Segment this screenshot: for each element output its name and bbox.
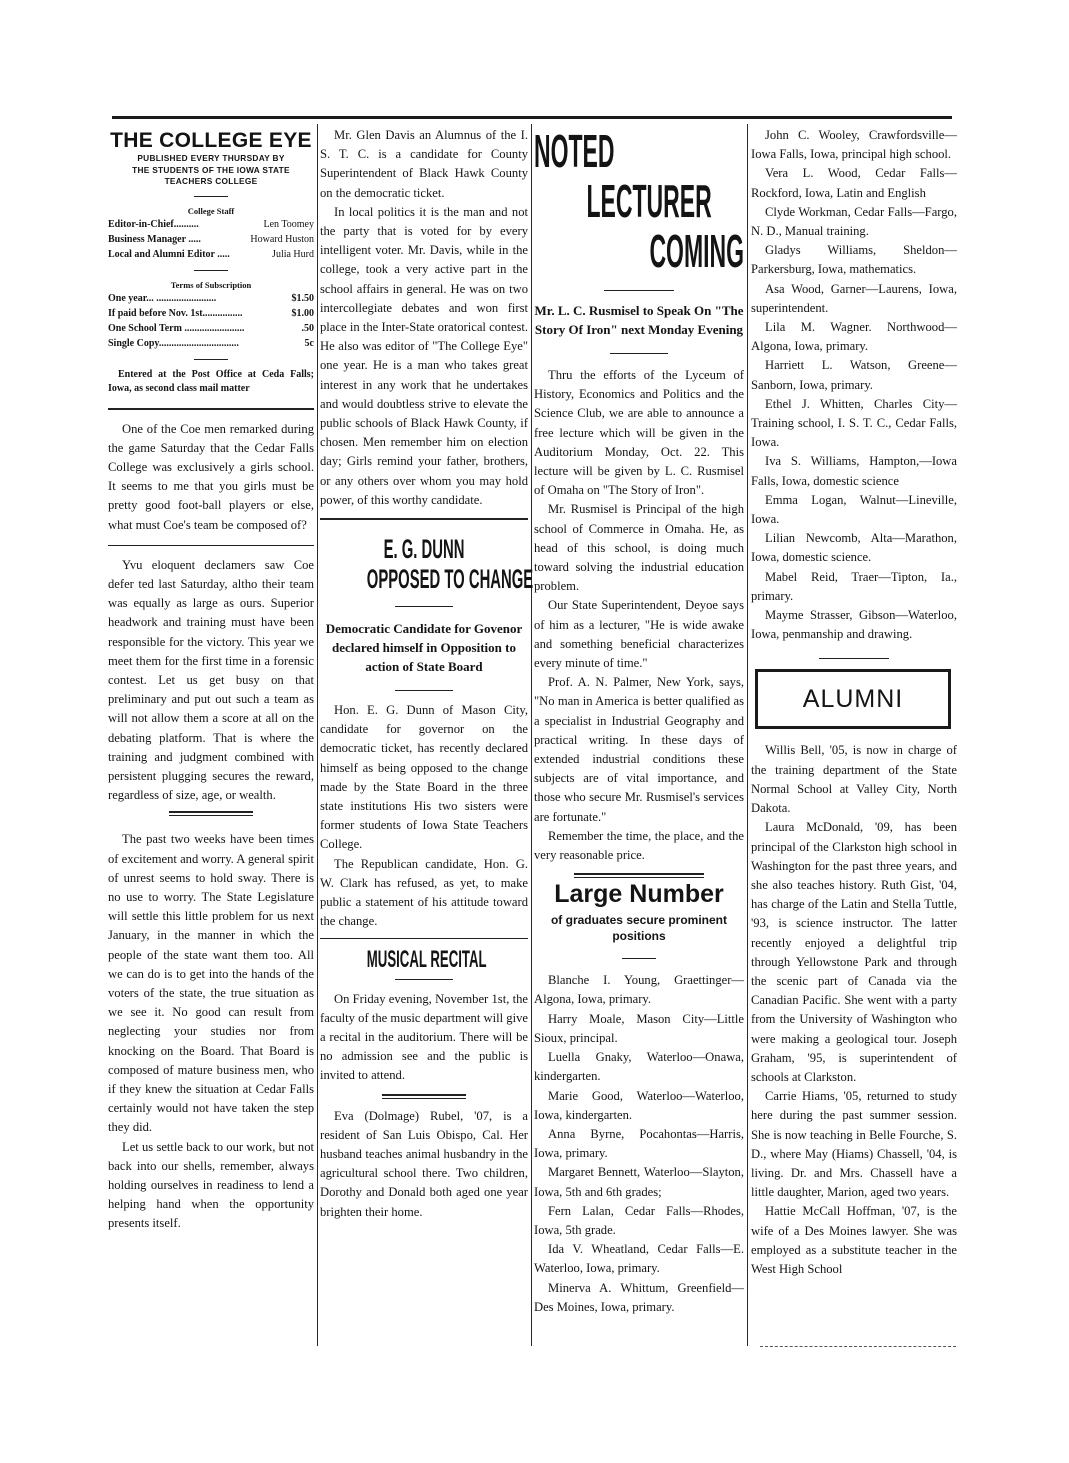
divider <box>622 958 656 959</box>
graduate-entry: Clyde Workman, Cedar Falls—Fargo, N. D., Manual training. <box>751 204 957 239</box>
terms-heading: Terms of Subscription <box>170 279 252 290</box>
editorial-paragraph: The past two weeks have been times of excitement and worry. A general spirit of unrest seems to hold sway. There is no use to worry. The State Legislature will settle this little problem for us next January, in the manner in which the people of the state want them too. All we can do is to get into the hands of the voters of the state, the true situation as we see it. No good can result from neglecting your studies nor from knocking on the Board. That Board is composed of mature business men, who if they knew the situation at Cedar Falls certainly would not have taken the step they did. <box>108 832 314 1135</box>
headline-recital: MUSICAL RECITAL <box>366 945 487 973</box>
entered-notice: Entered at the Post Office at Ceda Falls; Iowa, as second class mail matter <box>108 368 314 394</box>
headline-dunn-2: OPPOSED TO CHANGE <box>366 564 534 595</box>
masthead-title: THE COLLEGE EYE <box>110 129 312 152</box>
article-paragraph: Mr. Glen Davis an Alumnus of the I. S. T. C. is a candidate for County Superintendent of Black Hawk County on the democratic ticket. <box>320 128 528 200</box>
divider <box>320 938 528 939</box>
graduate-entry: Margaret Bennett, Waterloo—Slayton, Iowa, 5th and 6th grades; <box>534 1165 744 1199</box>
article-paragraph: Hon. E. G. Dunn of Mason City, candidate for governor on the democratic ticket, has recently declared himself as being opposed to the change made by the State Board in the three state institutions His two sisters were former students of Iowa State Teachers College. <box>320 703 528 852</box>
divider <box>194 196 228 197</box>
article-paragraph: Mr. Rusmisel is Principal of the high school of Commerce in Omaha. He, as head of this school, is doing much toward solving the industrial education problem. <box>534 502 744 594</box>
top-rule <box>112 116 952 119</box>
divider <box>108 545 314 546</box>
graduate-entry: Blanche I. Young, Graettinger—Algona, Iowa, primary. <box>534 973 744 1007</box>
article-paragraph: Thru the efforts of the Lyceum of History, Economics and Politics and the Science Club, we are able to announce a free lecture which will be given in the Auditorium Monday, Oct. 22. This lecture will be given by L. C. Rusmisel of Omaha on "The Story of Iron". <box>534 368 744 498</box>
column-rule-1 <box>317 124 318 1346</box>
divider <box>819 658 889 659</box>
divider <box>610 353 668 354</box>
graduate-entry: Ethel J. Whitten, Charles City—Training school, I. S. T. C., Cedar Falls, Iowa. <box>751 396 957 450</box>
terms-line: One year... ........................ $1.50 <box>108 292 314 304</box>
graduate-entry: Vera L. Wood, Cedar Falls—Rockford, Iowa, Latin and English <box>751 166 957 200</box>
divider <box>194 270 228 271</box>
graduate-entry: Minerva A. Whittum, Greenfield—Des Moines, Iowa, primary. <box>534 1280 744 1314</box>
graduate-entry: Harry Moale, Mason City—Little Sioux, principal. <box>534 1011 744 1045</box>
masthead-subtitle-1: PUBLISHED EVERY THURSDAY BY <box>137 153 285 163</box>
divider <box>574 873 704 878</box>
editorial-paragraph: One of the Coe men remarked during the game Saturday that the Cedar Falls College was exclusively a girls school. It seems to me that you girls must be pretty good foot-ball players or else, what must Coe's team be composed of? <box>108 421 314 532</box>
headline-noted: NOTED <box>534 125 615 177</box>
divider <box>604 290 674 291</box>
subheadline-lecture: Mr. L. C. Rusmisel to Speak On "The Story Of Iron" next Monday Evening <box>534 303 744 337</box>
graduate-entry: Gladys Williams, Sheldon—Parkersburg, Iowa, mathematics. <box>751 243 957 277</box>
article-paragraph: Remember the time, the place, and the very reasonable price. <box>534 828 744 863</box>
divider <box>108 408 314 410</box>
divider <box>395 979 453 980</box>
column-2 <box>320 126 534 1222</box>
alumni-paragraph: Carrie Hiams, '05, returned to study here during the past summer session. She is now teaching in Belle Fourche, S. D., where May (Hiams) Chassell, '04, is living. Dr. and Mrs. Chassell have a little daughter, Marion, aged two years. <box>751 1089 957 1200</box>
divider <box>169 811 253 816</box>
alumni-paragraph: Hattie McCall Hoffman, '07, is the wife of a Des Moines lawyer. She was employed as a substitute teacher in the West High School <box>751 1204 957 1276</box>
graduate-entry: John C. Wooley, Crawfordsville—Iowa Falls, Iowa, principal high school. <box>751 128 957 162</box>
graduate-entry: Asa Wood, Garner—Laurens, Iowa, superintendent. <box>751 281 957 315</box>
staff-line: Business Manager ..... Howard Huston <box>108 233 314 245</box>
subheadline-dunn: Democratic Candidate for Govenor declared himself in Opposition to action of State Board <box>325 621 523 675</box>
masthead-subtitle-2: THE STUDENTS OF THE IOWA STATE <box>132 164 290 175</box>
column-1 <box>108 126 314 1234</box>
column-4 <box>751 126 957 1279</box>
graduate-entry: Fern Lalan, Cedar Falls—Rhodes, Iowa, 5th grade. <box>534 1203 744 1237</box>
graduate-entry: Iva S. Williams, Hampton,—Iowa Falls, Iowa, domestic science <box>751 454 957 488</box>
column-3 <box>534 126 744 1317</box>
graduate-entry: Lilian Newcomb, Alta—Marathon, Iowa, domestic science. <box>751 531 957 565</box>
graduate-entry: Anna Byrne, Pocahontas—Harris, Iowa, primary. <box>534 1126 744 1161</box>
divider <box>760 1346 956 1347</box>
graduate-entry: Mayme Strasser, Gibson—Waterloo, Iowa, penmanship and drawing. <box>751 608 957 642</box>
headline-dunn-1: E. G. DUNN <box>383 534 465 565</box>
divider <box>320 518 528 520</box>
headline-large-number: Large Number <box>554 880 724 909</box>
column-rule-3 <box>747 124 748 1346</box>
editorial-paragraph: Let us settle back to our work, but not back into our shells, remember, always holding ourselves in readiness to lend a helping hand when the opportunity presents itself. <box>108 1139 314 1231</box>
divider <box>395 690 453 691</box>
column-rule-2 <box>531 124 532 1346</box>
divider <box>395 606 453 607</box>
terms-line: Single Copy................................ 5c <box>108 337 314 349</box>
graduate-entry: Luella Gnaky, Waterloo—Onawa, kindergarten. <box>534 1050 744 1084</box>
article-paragraph: In local politics it is the man and not the party that is voted for by every intelligent voter. Mr. Davis, while in the college, took a very active part in the school affairs in general. He was on two intercollegiate debates and won first place in the Inter-State oratorical contest. He also was editor of "The College Eye" one year. He is a man who takes great interest in any work that he undertakes and would doubtless strive to elevate the public schools of Black Hawk County, if chosen. Men remember him on election day; Girls remind your father, brothers, or any others over whom you may hold power, of this worthy candidate. <box>320 204 528 507</box>
article-paragraph: Our State Superintendent, Deyoe says of him as a lecturer, "He is wide awake and something beneficial characterizes every minute of time." <box>534 598 744 671</box>
headline-coming: COMING <box>649 225 744 277</box>
graduate-entry: Harriett L. Watson, Greene—Sanborn, Iowa, primary. <box>751 358 957 392</box>
article-paragraph: The Republican candidate, Hon. G. W. Clark has refused, as yet, to make public a statement of his attitude toward the change. <box>320 856 528 929</box>
divider <box>194 359 228 360</box>
graduate-entry: Lila M. Wagner. Northwood—Algona, Iowa, primary. <box>751 320 957 354</box>
staff-line: Local and Alumni Editor ..... Julia Hurd <box>108 248 314 260</box>
article-paragraph: Prof. A. N. Palmer, New York, says, "No man in America is better qualified as a specialist in Industrial Geography and practical writing. In these days of extended industrial conditions these subjects are of vital importance, and those who secure Mr. Rusmisel's services are fortunate." <box>534 675 744 824</box>
terms-line: If paid before Nov. 1st................ $1.00 <box>108 307 314 319</box>
divider <box>382 1094 466 1099</box>
graduate-entry: Emma Logan, Walnut—Lineville, Iowa. <box>751 492 957 527</box>
editorial-paragraph: Yvu eloquent declamers saw Coe defer ted last Saturday, altho their team was equally as large as ours. Superior headwork and training must have been responsible for the victory. This year we meet them for the first time in a forensic contest. Let us get busy on that preliminary and put out such a team as will not allow them a score at all on the debating platform. That is where the training and judgment combined with persistent plugging secures the reward, regardless of size, age, or wealth. <box>108 557 314 803</box>
terms-line: One School Term ........................ .50 <box>108 322 314 334</box>
alumni-paragraph: Laura McDonald, '09, has been principal of the Clarkston high school in Washington for the past three years, and she also teaches history. Ruth Gist, '04, has charge of the Latin and Stella Tuttle, '93, is science instructor. The latter recently enjoyed a delightful trip through Yellowstone Park and through the scenic part of Canada via the Canadian Pacific. She went with a party from the University of Washington who were making a geological tour. Joseph Graham, '95, is superintendent of schools at Clarkston. <box>751 820 957 1084</box>
headline-lecturer: LECTURER <box>586 175 712 227</box>
article-paragraph: Eva (Dolmage) Rubel, '07, is a resident of San Luis Obispo, Cal. Her husband teaches animal husbandry in the agricultural school there. Two children, Dorothy and Donald both aged one year brighten their home. <box>320 1108 528 1219</box>
graduate-entry: Marie Good, Waterloo—Waterloo, Iowa, kindergarten. <box>534 1088 744 1122</box>
graduate-entry: Mabel Reid, Traer—Tipton, Ia., primary. <box>751 569 957 603</box>
article-paragraph: On Friday evening, November 1st, the faculty of the music department will give a recital in the auditorium. There will be no admission see and the public is invited to attend. <box>320 991 528 1083</box>
subheadline-large-number: of graduates secure prominent positions <box>550 913 728 944</box>
graduate-entry: Ida V. Wheatland, Cedar Falls—E. Waterloo, Iowa, primary. <box>534 1242 744 1276</box>
staff-line: Editor-in-Chief.......... Len Toomey <box>108 218 314 230</box>
masthead-subtitle-3: TEACHERS COLLEGE <box>164 176 258 186</box>
staff-heading: College Staff <box>187 205 235 216</box>
alumni-paragraph: Willis Bell, '05, is now in charge of the training department of the State Normal School at Valley City, North Dakota. <box>751 743 957 816</box>
alumni-heading: ALUMNI <box>755 669 951 729</box>
